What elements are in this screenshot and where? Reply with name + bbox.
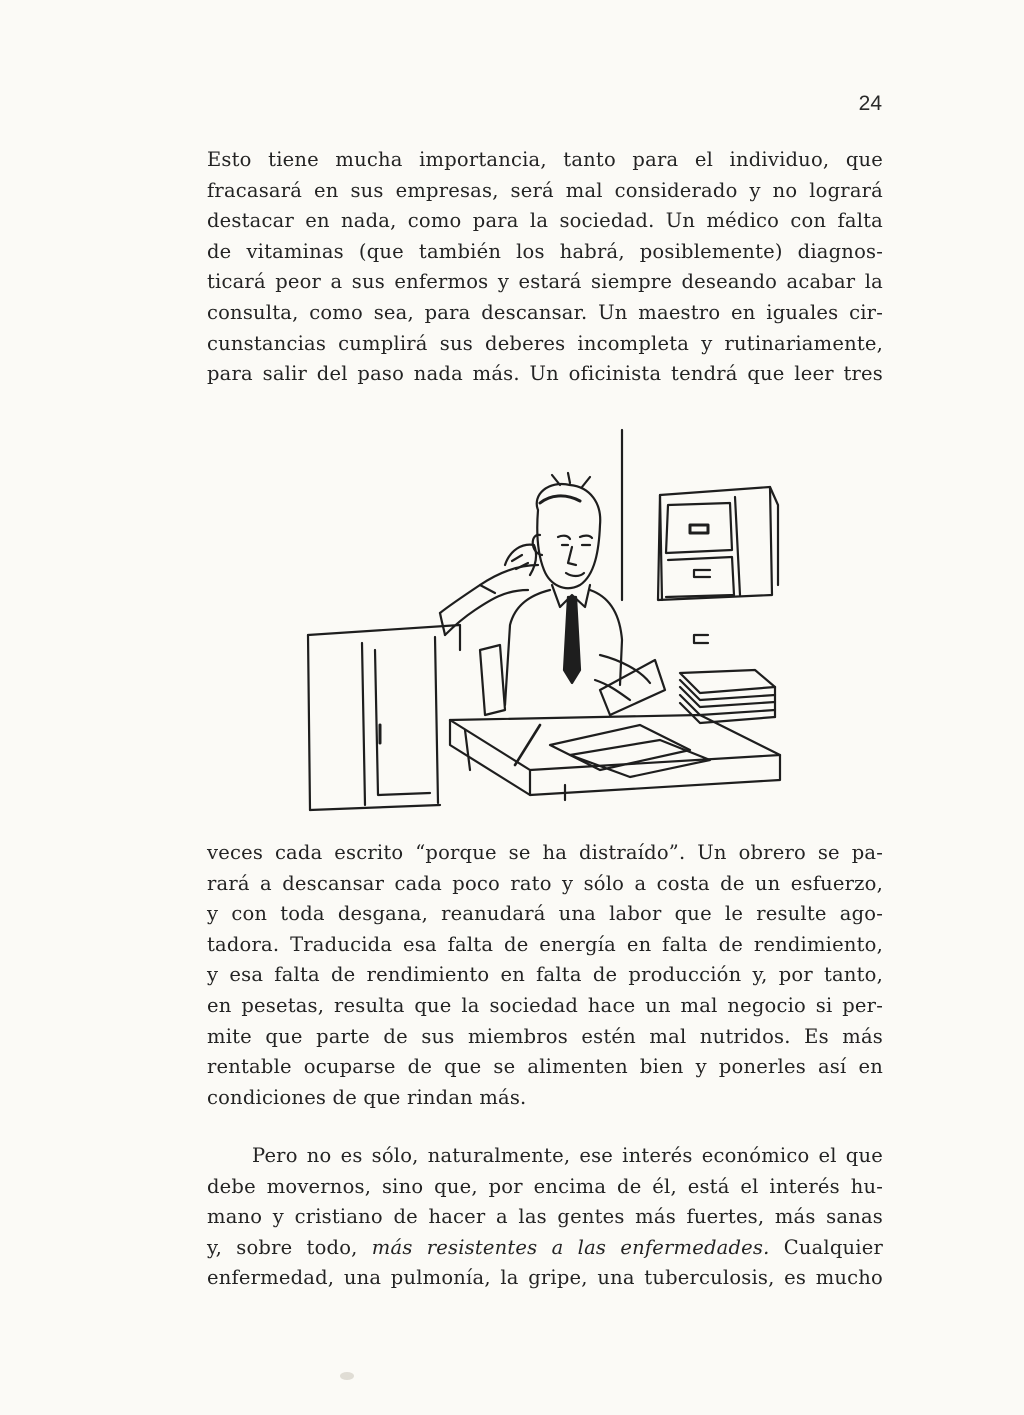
page-number: 24: [858, 92, 882, 115]
text-line: fracasará en sus empresas, será mal considerado y no logrará: [207, 178, 883, 202]
text-line: ticará peor a sus enfermos y estará siempre deseando acabar la: [207, 270, 883, 294]
text-line: consulta, como sea, para descansar. Un maestro en iguales cir-: [207, 300, 883, 324]
chair-back: [480, 645, 505, 715]
text-line: debe movernos, sino que, por encima de él, está el interés hu-: [207, 1174, 883, 1198]
text-line: rará a descansar cada poco rato y sólo a costa de un esfuerzo,: [207, 871, 883, 895]
text-line: veces cada escrito “porque se ha distraído”. Un obrero se pa-: [207, 841, 883, 864]
text-line: destacar en nada, como para la sociedad. Un médico con falta: [207, 209, 883, 233]
text-line: en pesetas, resulta que la sociedad hace un mal negocio si per-: [207, 993, 883, 1017]
text-line: Pero no es sólo, naturalmente, ese interés económico el que: [252, 1144, 883, 1167]
ink-smudge: [340, 1372, 354, 1380]
text-line: mano y cristiano de hacer a las gentes más fuertes, más sanas: [207, 1205, 883, 1229]
text-line: y con toda desgana, reanudará una labor que le resulte ago-: [207, 902, 883, 926]
text-line: de vitaminas (que también los habrá, posiblemente) diagnos-: [207, 239, 883, 263]
text-fragment: y, sobre todo,: [207, 1235, 358, 1259]
paragraph-3: [207, 1141, 883, 1294]
text-line: tadora. Traducida esa falta de energía en falta de rendimiento,: [207, 932, 883, 956]
text-line: mite que parte de sus miembros estén mal nutridos. Es más: [207, 1024, 883, 1048]
text-line: y esa falta de rendimiento en falta de producción y, por tanto,: [207, 963, 883, 987]
text-line: Esto tiene mucha importancia, tanto para el individuo, que: [207, 148, 883, 171]
text-fragment: Cualquier: [783, 1235, 883, 1259]
text-line: rentable ocuparse de que se alimenten bien y ponerles así en: [207, 1055, 883, 1079]
paragraph-1: [207, 145, 883, 390]
text-line: enfermedad, una pulmonía, la gripe, una tuberculosis, es mucho: [207, 1266, 883, 1290]
side-cabinet-icon: [308, 625, 460, 810]
text-line: para salir del paso nada más. Un oficinista tendrá que leer tres: [207, 362, 883, 386]
man-figure-icon: [440, 473, 650, 705]
filing-cabinet-icon: [658, 487, 778, 643]
paragraph-2: [207, 838, 883, 1113]
text-line: cunstancias cumplirá sus deberes incompleta y rutinariamente,: [207, 331, 883, 355]
desk-icon: [450, 715, 780, 800]
pencil-icon: [515, 725, 540, 765]
man-at-desk-illustration: [300, 425, 800, 835]
text-line: [207, 1233, 883, 1264]
italic-phrase: más resistentes a las enfermedades.: [371, 1235, 770, 1259]
text-line: condiciones de que rindan más.: [207, 1085, 527, 1109]
